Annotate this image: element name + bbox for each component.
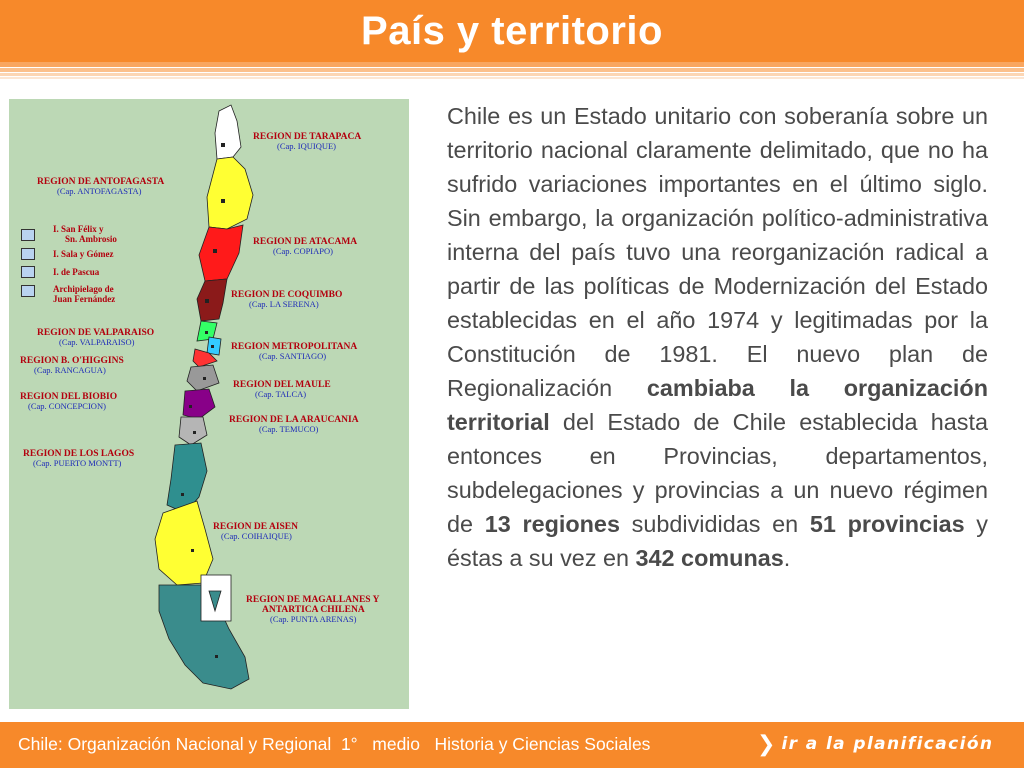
island-label-san-felix: I. San Félix y Sn. Ambrosio [53, 224, 117, 244]
map-region-atacama [199, 225, 243, 281]
chile-regions-map [9, 99, 409, 709]
island-label-pascua: I. de Pascua [53, 267, 100, 277]
header-stripe [0, 68, 1024, 72]
map-label-tarapaca: REGION DE TARAPACA (Cap. IQUIQUE) [253, 132, 362, 151]
island-inset-san-felix [21, 229, 35, 241]
map-region-aisen [155, 501, 213, 585]
island-inset-juan-fernandez [21, 285, 35, 297]
header-stripe [0, 73, 1024, 76]
island-label-juan-fernandez: Archipielago de Juan Fernández [53, 284, 116, 304]
map-label-araucania: REGION DE LA ARAUCANIA (Cap. TEMUCO) [229, 415, 359, 434]
body-paragraph: Chile es un Estado unitario con soberanía sobre un territorio nacional claramente delimitado, que no ha sufrido variaciones importantes en el último siglo. Sin embargo, la organización político-administrativa interna del país tuvo una reorganización radical a partir de las políticas de Modernización del Estado establecidas en el año 1974 y legitimadas por la Constitución de 1981. El nuevo plan de Regionalización cambiaba la organización territorial del Estado de Chile establecida hasta entonces en Provincias, departamentos, subdelegaciones y provincias a un nuevo régimen de 13 regiones subdivididas en 51 provincias y éstas a su vez en 342 comunas. [447, 103, 988, 571]
planning-link-label: ir a la planificación [781, 734, 994, 754]
header-stripe [0, 77, 1024, 79]
title-bar [0, 0, 1024, 62]
map-label-aisen: REGION DE AISEN (Cap. COIHAIQUE) [213, 522, 298, 541]
map-region-los-lagos [167, 443, 207, 513]
footer-bar [0, 722, 1024, 768]
map-region-coquimbo [197, 279, 227, 321]
footer-caption: Chile: Organización Nacional y Regional 1° medio Historia y Ciencias Sociales [18, 734, 651, 754]
antarctic-inset [201, 575, 231, 621]
map-label-maule: REGION DEL MAULE (Cap. TALCA) [233, 380, 331, 399]
planning-link-button[interactable] [757, 730, 1007, 758]
island-label-sala-gomez: I. Sala y Gómez [53, 249, 114, 259]
map-label-los-lagos: REGION DE LOS LAGOS (Cap. PUERTO MONTT) [23, 449, 135, 468]
map-label-valparaiso: REGION DE VALPARAISO (Cap. VALPARAISO) [37, 328, 155, 347]
map-label-magallanes: REGION DE MAGALLANES Y ANTARTICA CHILENA (Cap. PUNTA ARENAS) [246, 595, 380, 624]
map-label-ohiggins: REGION B. O'HIGGINS (Cap. RANCAGUA) [20, 356, 124, 375]
page-title: País y territorio [361, 8, 663, 53]
map-region-antofagasta [207, 157, 253, 229]
map-label-metropolitana: REGION METROPOLITANA (Cap. SANTIAGO) [231, 342, 358, 361]
map-label-coquimbo: REGION DE COQUIMBO (Cap. LA SERENA) [231, 290, 343, 309]
island-inset-sala-gomez [21, 248, 35, 260]
map-label-atacama: REGION DE ATACAMA (Cap. COPIAPO) [253, 237, 358, 256]
map-label-antofagasta: REGION DE ANTOFAGASTA (Cap. ANTOFAGASTA) [37, 177, 165, 196]
map-region-biobio [183, 389, 215, 419]
map-label-biobio: REGION DEL BIOBIO (Cap. CONCEPCION) [20, 392, 118, 411]
island-inset-pascua [21, 266, 35, 278]
map-region-tarapaca [215, 105, 241, 159]
header-stripe [0, 62, 1024, 67]
chevron-right-icon: ❯ [757, 731, 776, 757]
